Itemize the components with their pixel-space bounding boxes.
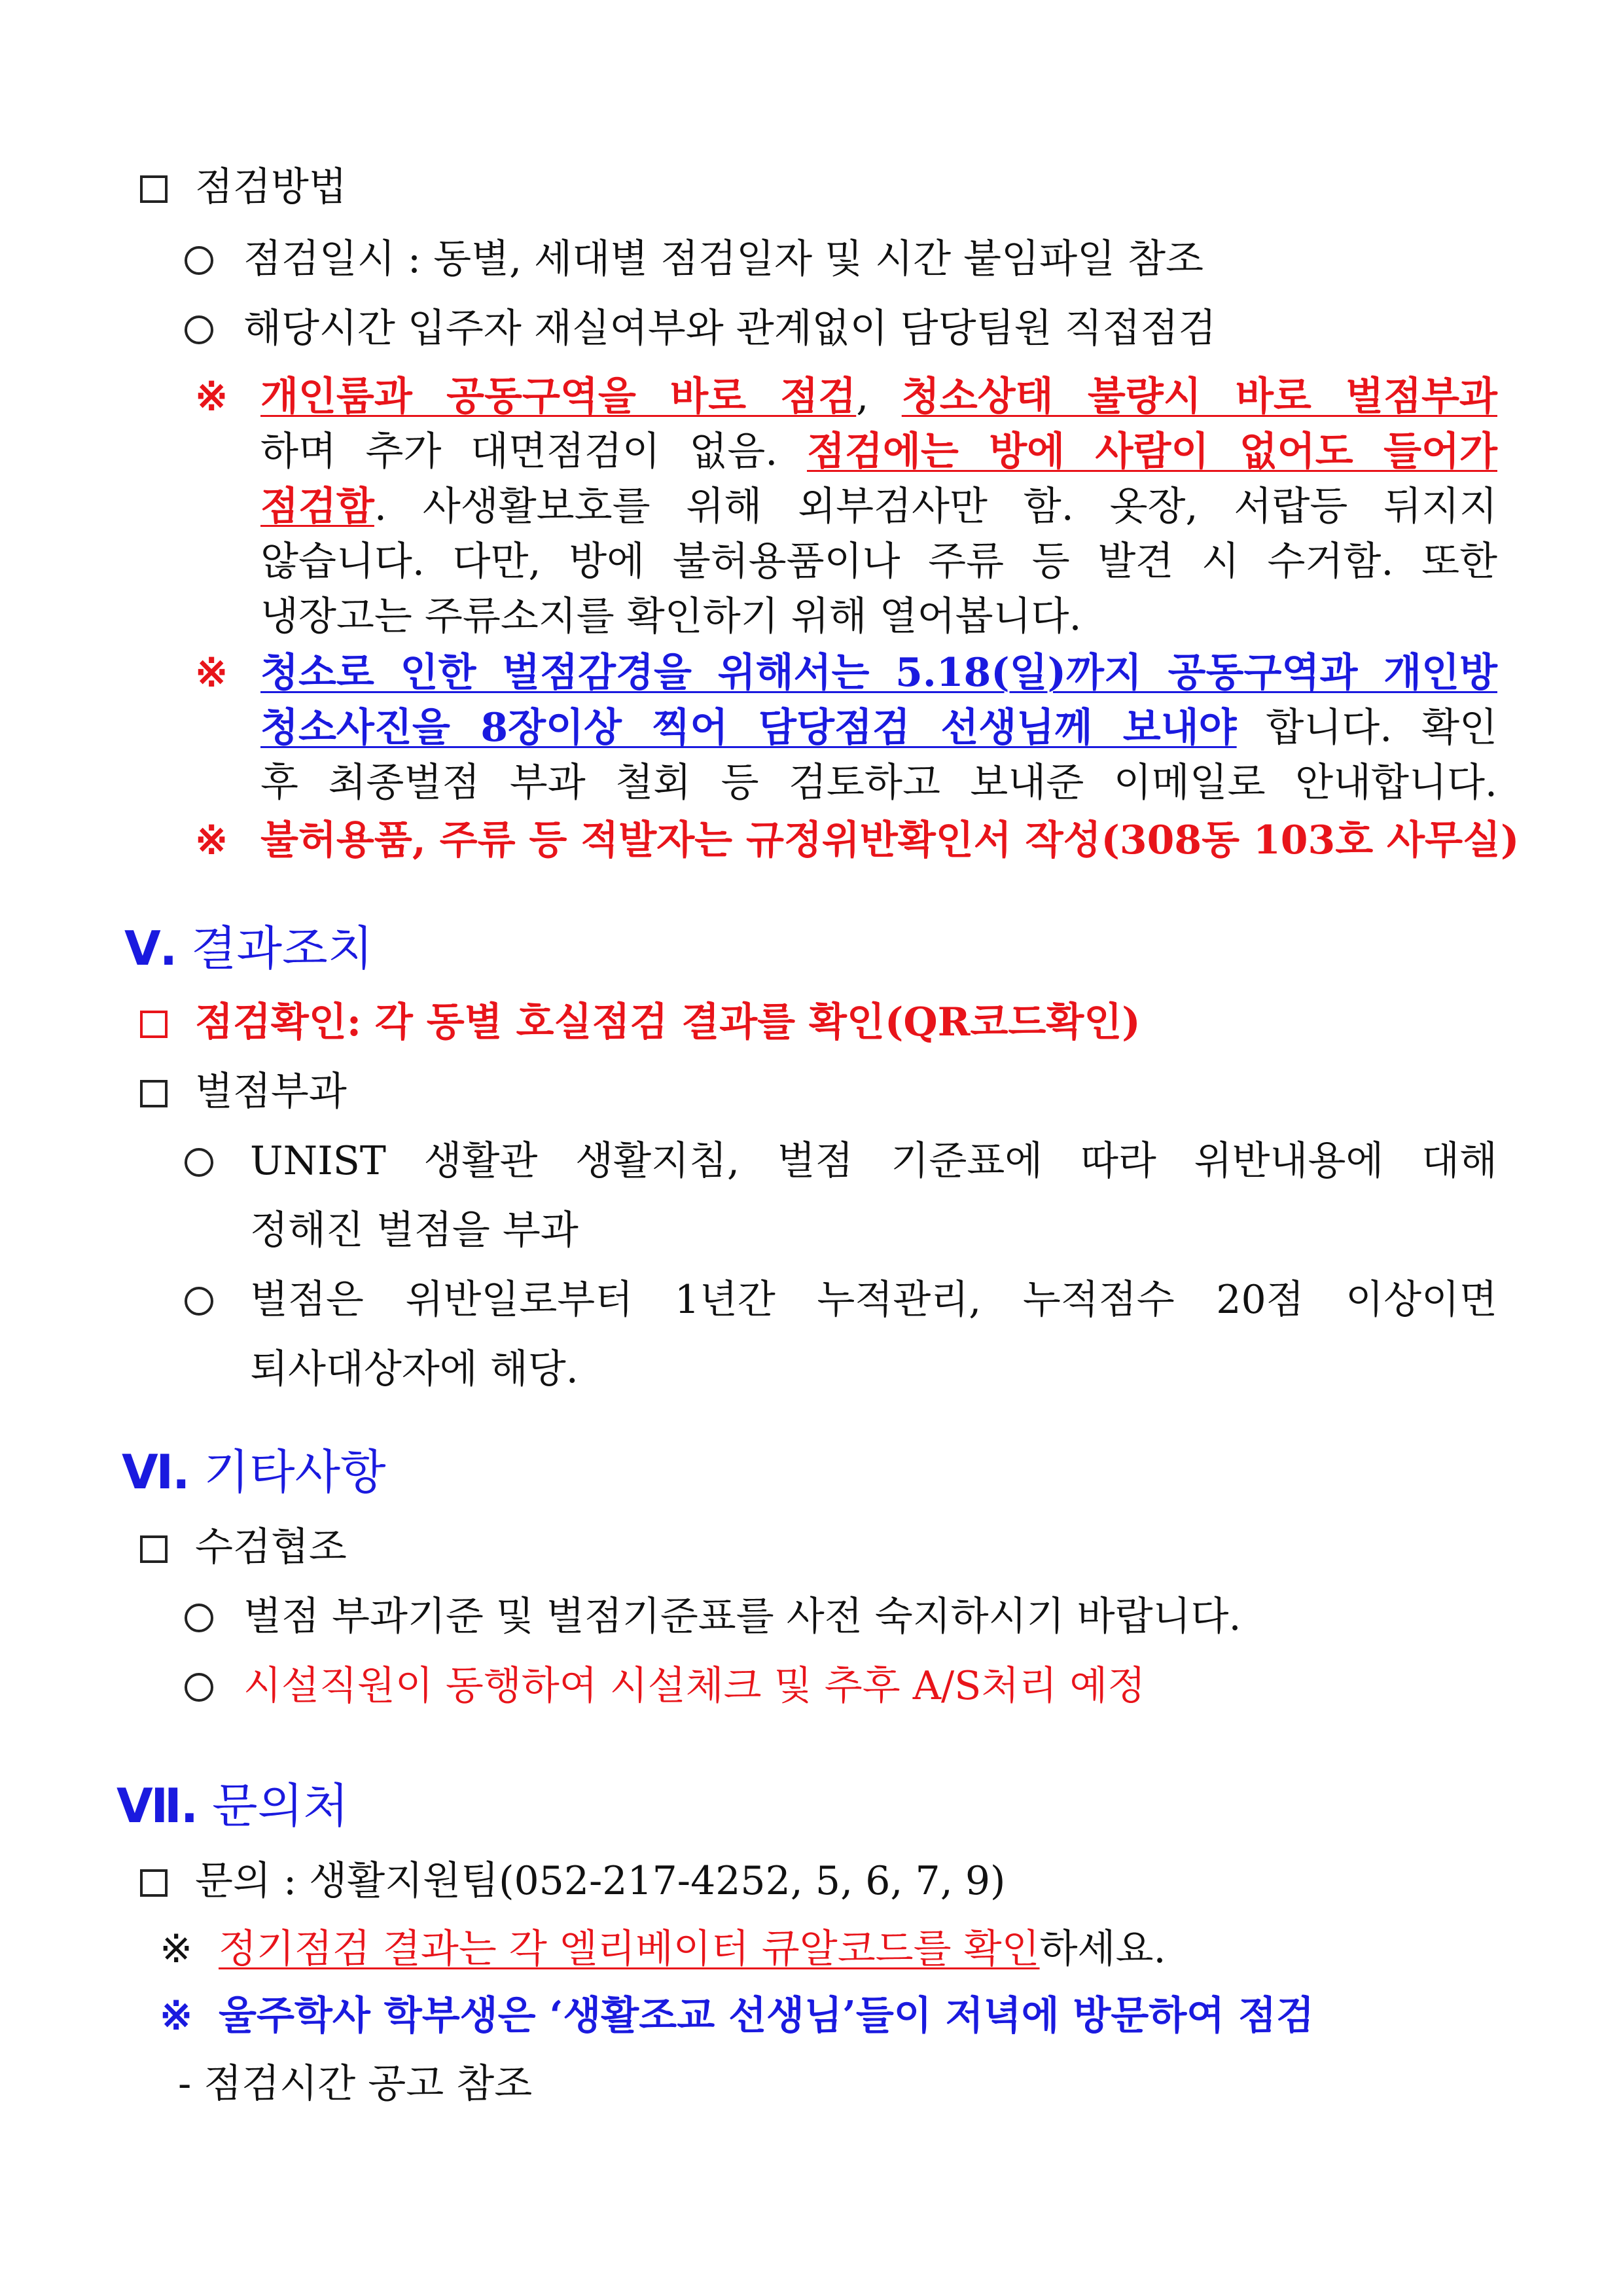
section-vi-heading: Ⅵ. 기타사항	[122, 1444, 386, 1499]
note1-line2: 하며 추가 대면점검이 없음. 점검에는 방에 사람이 없어도 들어가	[260, 429, 1497, 475]
checkbox-square-icon	[140, 1535, 168, 1563]
checkbox-square-icon	[140, 175, 168, 203]
cooperation-item1: 벌점 부과기준 및 벌점기준표를 사전 숙지하시기 바랍니다.	[185, 1594, 1241, 1640]
circle-bullet-icon	[185, 315, 213, 344]
contact-note2: ※ 울주학사 학부생은 ‘생활조교 선생님’들이 저녁에 방문하여 점검	[160, 1993, 1315, 2039]
penalty-heading: 벌점부과	[140, 1069, 347, 1115]
penalty-item2-line2: 퇴사대상자에 해당.	[250, 1346, 579, 1392]
note-mark: ※	[195, 817, 228, 863]
contact-note1: ※ 정기점검 결과는 각 엘리베이터 큐알코드를 확인하세요.	[160, 1926, 1166, 1972]
note3: 불허용품, 주류 등 적발자는 규정위반확인서 작성(308동 103호 사무실)	[260, 817, 1520, 863]
penalty-item1-line1: UNIST 생활관 생활지침, 벌점 기준표에 따라 위반내용에 대해	[250, 1138, 1497, 1184]
checkbox-square-icon	[140, 1011, 168, 1038]
checkbox-square-icon	[140, 1869, 168, 1897]
note1-line1: 개인룸과 공동구역을 바로 점검, 청소상태 불량시 바로 벌점부과	[260, 374, 1497, 420]
note-mark: ※	[195, 374, 228, 420]
note-mark: ※	[195, 650, 228, 696]
cooperation-item2: 시설직원이 동행하여 시설체크 및 추후 A/S처리 예정	[185, 1664, 1145, 1709]
note1-line4: 않습니다. 다만, 방에 불허용품이나 주류 등 발견 시 수거함. 또한	[260, 539, 1497, 584]
checkbox-square-icon	[140, 1080, 168, 1107]
circle-bullet-icon	[185, 1287, 213, 1316]
cooperation-heading: 수검협조	[140, 1525, 347, 1570]
penalty-item1-line2: 정해진 벌점을 부과	[250, 1208, 579, 1253]
contact-item: 문의 : 생활지원팀(052-217-4252, 5, 6, 7, 9)	[140, 1859, 1005, 1904]
circle-bullet-icon	[185, 1148, 213, 1177]
penalty-item2-bullet	[185, 1278, 243, 1323]
penalty-item1-bullet	[185, 1139, 243, 1184]
contact-dash-note: - 점검시간 공고 참조	[178, 2061, 533, 2107]
section-v-heading: Ⅴ. 결과조치	[124, 921, 374, 976]
note1-line5: 냉장고는 주류소지를 확인하기 위해 열어봅니다.	[260, 594, 1082, 639]
penalty-item2-line1: 벌점은 위반일로부터 1년간 누적관리, 누적점수 20점 이상이면	[250, 1277, 1497, 1323]
circle-bullet-icon	[185, 246, 213, 275]
inspection-datetime-item: 점검일시 : 동별, 세대별 점검일자 및 시간 붙임파일 참조	[185, 237, 1204, 282]
circle-bullet-icon	[185, 1673, 213, 1702]
check-confirm-item: 점검확인: 각 동별 호실점검 결과를 확인(QR코드확인)	[140, 1000, 1141, 1045]
note2-line3: 후 최종벌점 부과 철회 등 검토하고 보내준 이메일로 안내합니다.	[260, 760, 1497, 806]
section-vii-heading: Ⅶ. 문의처	[116, 1778, 349, 1833]
note2-line1: 청소로 인한 벌점감경을 위해서는 5.18(일)까지 공동구역과 개인방	[260, 650, 1497, 696]
inspection-direct-item: 해당시간 입주자 재실여부와 관계없이 담당팀원 직접점검	[185, 306, 1216, 351]
circle-bullet-icon	[185, 1604, 213, 1632]
inspection-method-heading: 점검방법	[140, 165, 347, 210]
note2-line2: 청소사진을 8장이상 찍어 담당점검 선생님께 보내야 합니다. 확인	[260, 705, 1497, 751]
note1-line3: 점검함. 사생활보호를 위해 외부검사만 함. 옷장, 서랍등 뒤지지	[260, 484, 1497, 529]
